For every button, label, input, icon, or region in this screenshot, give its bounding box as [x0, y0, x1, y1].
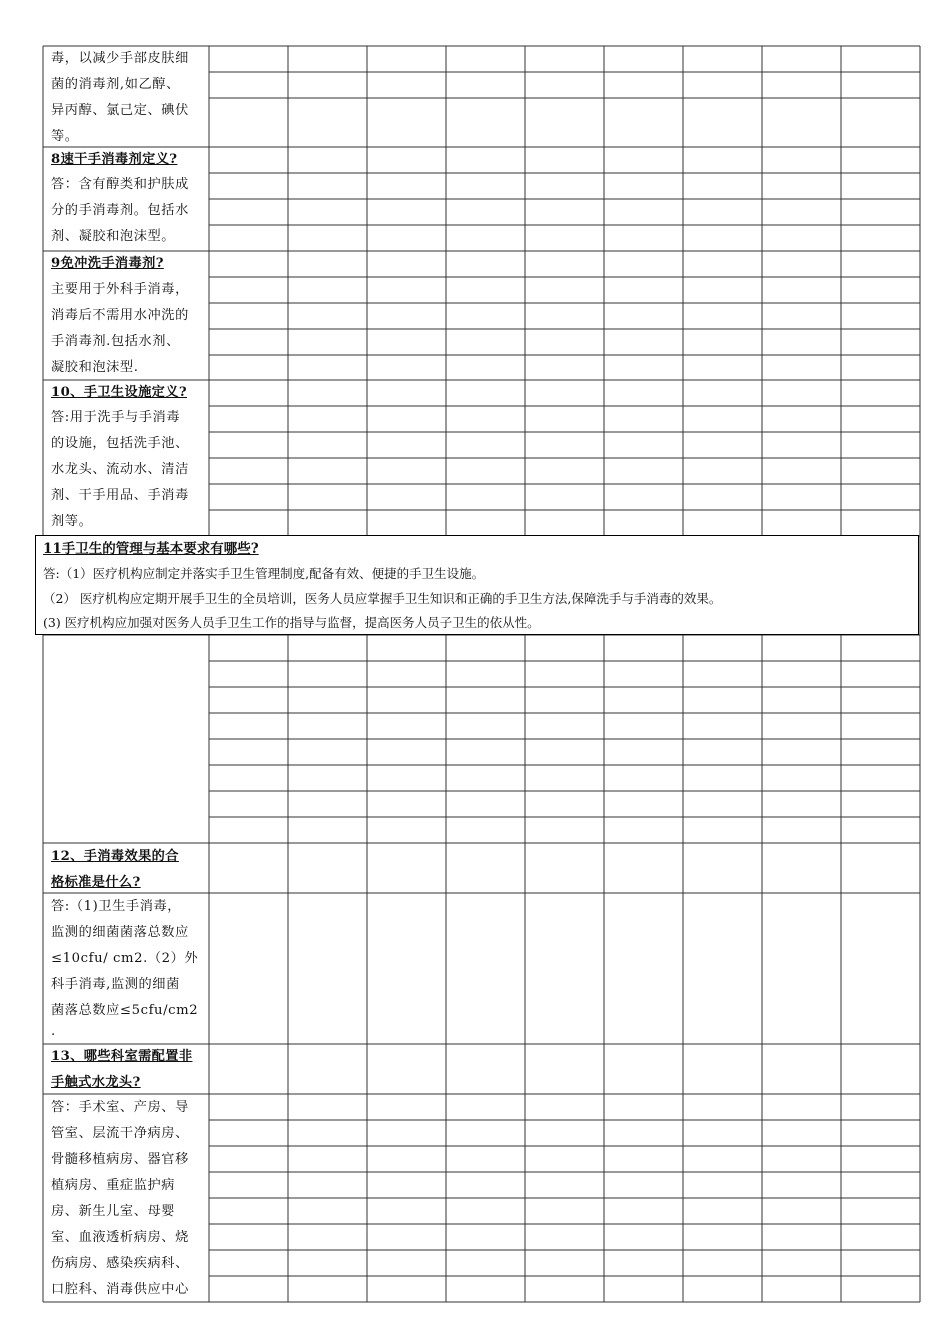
text-line: 菌落总数应≤5cfu/cm2 [51, 1003, 199, 1018]
text-line: 答:（1)卫生手消毒， [51, 899, 182, 914]
q10-answer [51, 405, 203, 535]
text-line: 剂、干手用品、手消毒 [51, 488, 189, 503]
text-line: 答：含有醇类和护肤成 [51, 177, 189, 192]
q8-answer [51, 172, 203, 250]
q13-answer [51, 1095, 203, 1303]
q11-answer-line-1: 答:（1）医疗机构应制定并落实手卫生管理制度,配备有效、便捷的手卫生设施。 [43, 566, 485, 581]
text-line: 管室、层流干净病房、 [51, 1126, 189, 1141]
text-line: 水龙头、流动水、清洁 [51, 462, 189, 477]
text-line: 房、新生儿室、母婴 [51, 1204, 176, 1219]
text-line: 格标准是什么? [51, 875, 141, 890]
text-line: 剂、凝胶和泡沫型。 [51, 229, 176, 244]
disinfectant-definition-text [51, 46, 203, 150]
text-line: 室、血液透析病房、烧 [51, 1230, 189, 1245]
text-line: 毒，以减少手部皮肤细 [51, 51, 189, 66]
text-line: 手消毒剂.包括水剂、 [51, 334, 180, 349]
q10-heading: 10、手卫生设施定义? [51, 385, 187, 400]
text-line: 分的手消毒剂。包括水 [51, 203, 189, 218]
q8-heading: 8速干手消毒剂定义? [51, 152, 178, 167]
q11-answer-line-2: （2） 医疗机构应定期开展手卫生的全员培训，医务人员应掌握手卫生知识和正确的手卫生方法,保障洗手与手消毒的效果。 [43, 591, 722, 606]
q11-heading: 11手卫生的管理与基本要求有哪些? [43, 541, 259, 557]
q12-heading [51, 844, 203, 896]
text-line: 凝胶和泡沫型. [51, 360, 139, 375]
text-line: 伤病房、感染疾病科、 [51, 1256, 189, 1271]
text-line: 植病房、重症监护病 [51, 1178, 176, 1193]
text-line: ≤10cfu/ cm2.（2）外 [51, 951, 199, 966]
text-line: 异丙醇、氯己定、碘伏 [51, 103, 189, 118]
text-line: 骨髓移植病房、器官移 [51, 1152, 189, 1167]
text-line: 剂等。 [51, 514, 93, 529]
text-line: 监测的细菌菌落总数应 [51, 925, 189, 940]
text-line: 菌的消毒剂,如乙醇、 [51, 77, 180, 92]
q11-answer-line-3: (3) 医疗机构应加强对医务人员手卫生工作的指导与监督，提高医务人员子卫生的依从性。 [43, 615, 540, 630]
text-line: 手触式水龙头? [51, 1075, 141, 1090]
q13-heading [51, 1044, 203, 1096]
text-line: 12、手消毒效果的合 [51, 849, 179, 864]
q12-answer [51, 894, 203, 1040]
text-line: 科手消毒,监测的细菌 [51, 977, 180, 992]
q9-answer [51, 277, 203, 381]
q9-heading: 9免冲洗手消毒剂? [51, 256, 164, 271]
text-line: 消毒后不需用水冲洗的 [51, 308, 189, 323]
q11-text-box [35, 535, 919, 635]
text-line: 13、哪些科室需配置非 [51, 1049, 193, 1064]
text-line: 口腔科、消毒供应中心 [51, 1282, 189, 1297]
text-line: 的设施，包括洗手池、 [51, 436, 189, 451]
text-line: 答：手术室、产房、导 [51, 1100, 189, 1115]
text-line: 答:用于洗手与手消毒 [51, 410, 181, 425]
text-line: 主要用于外科手消毒， [51, 282, 189, 297]
text-line: . [51, 1024, 56, 1039]
text-line: 等。 [51, 129, 79, 144]
